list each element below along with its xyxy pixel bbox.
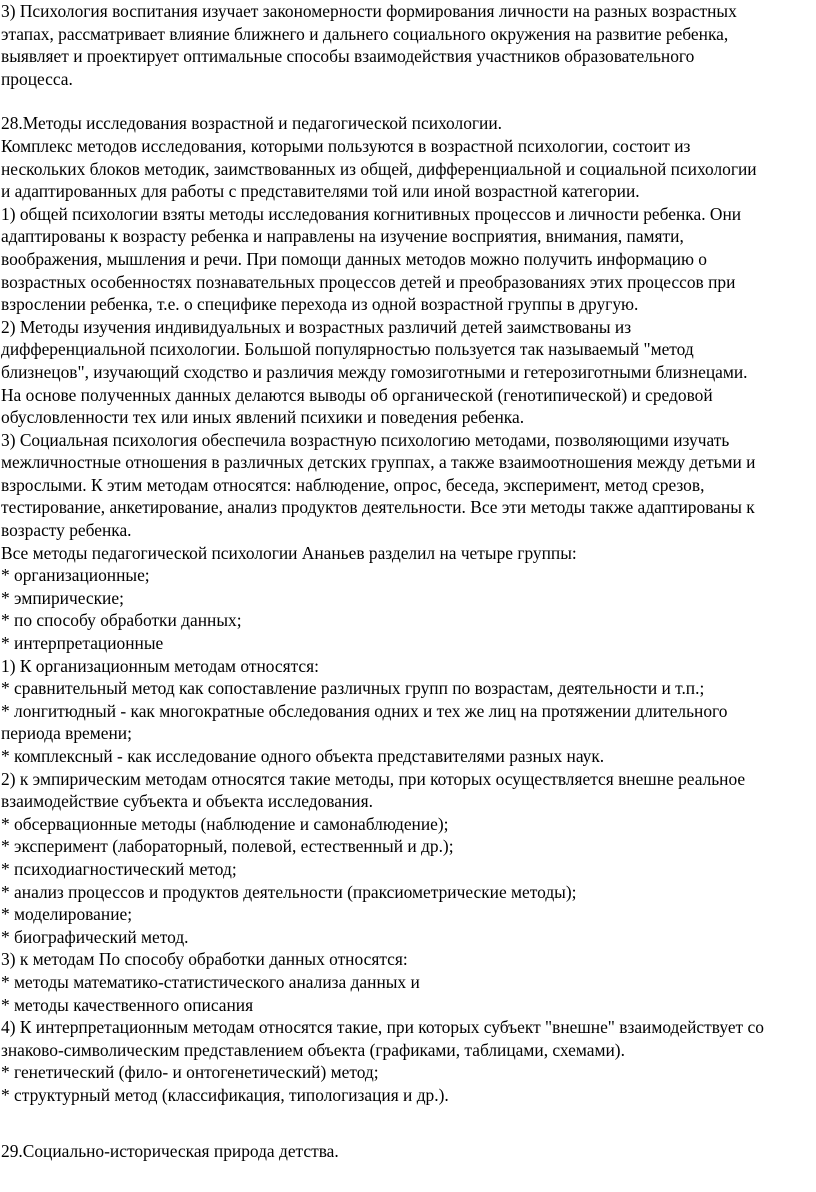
list-item: * комплексный - как исследование одного объекта представителями разных наук.: [1, 746, 605, 766]
text-line: 2) к эмпирическим методам относятся такие методы, при которых осуществляется внешне реальное: [1, 768, 746, 789]
text-line: 1) общей психологии взяты методы исследования когнитивных процессов и личности ребенка. Они: [1, 203, 742, 224]
text-line: нескольких блоков методик, заимствованных из общей, дифференциальной и социальной психологии: [1, 158, 757, 179]
text-line: дифференциальной психологии. Большой популярностью пользуется так называемый "метод: [1, 339, 694, 360]
text-line: воображения, мышления и речи. При помощи данных методов можно получить информацию о: [1, 248, 707, 269]
text-line: выявляет и проектирует оптимальные способы взаимодействия участников образовательного: [1, 46, 695, 67]
text-line: возрастных особенностях познавательных процессов детей и преобразованиях этих процессов при: [1, 271, 736, 292]
list-item: * обсервационные методы (наблюдение и самонаблюдение);: [1, 813, 449, 834]
section-29: [1, 1140, 813, 1163]
text-line: 2) Методы изучения индивидуальных и возрастных различий детей заимствованы из: [1, 316, 632, 337]
list-item: * эксперимент (лабораторный, полевой, естественный и др.);: [1, 836, 454, 857]
paragraph-spacer: [1, 1107, 813, 1140]
paragraph-spacer: [1, 90, 813, 112]
text-line: тестирование, анкетирование, анализ продуктов деятельности. Все эти методы также адаптированы к: [1, 497, 755, 518]
list-item: * организационные;: [1, 565, 150, 586]
text-line: и адаптированных для работы с представителями той или иной возрастной категории.: [1, 181, 640, 202]
list-item: * эмпирические;: [1, 587, 124, 608]
list-item: * биографический метод.: [1, 926, 189, 947]
intro-paragraph: [1, 0, 813, 90]
list-item: * моделирование;: [1, 904, 133, 925]
text-line: адаптированы к возрасту ребенка и направлены на изучение восприятия, внимания, памяти,: [1, 226, 684, 247]
text-line: взаимодействие субъекта и объекта исследования.: [1, 791, 373, 812]
text-line: процесса.: [1, 68, 73, 89]
text-line: 3) Социальная психология обеспечила возрастную психологию методами, позволяющими изучать: [1, 429, 730, 450]
text-line: 3) к методам По способу обработки данных относятся:: [1, 949, 408, 970]
text-line: взрослении ребенка, т.е. о специфике перехода из одной возрастной группы в другую.: [1, 294, 639, 315]
list-item: * структурный метод (классификация, типологизация и др.).: [1, 1084, 449, 1105]
text-line: 1) К организационным методам относятся:: [1, 655, 319, 676]
text-line: взрослыми. К этим методам относятся: наблюдение, опрос, беседа, эксперимент, метод срезов,: [1, 474, 705, 495]
text-line: периода времени;: [1, 723, 132, 744]
text-line: 3) Психология воспитания изучает закономерности формирования личности на разных возрастных: [1, 1, 737, 21]
text-line: этапах, рассматривает влияние ближнего и дальнего социального окружения на развитие ребенка,: [1, 23, 729, 44]
list-item: * анализ процессов и продуктов деятельности (праксиометрические методы);: [1, 881, 577, 902]
list-item: * по способу обработки данных;: [1, 610, 242, 631]
text-line: Комплекс методов исследования, которыми пользуются в возрастной психологии, состоит из: [1, 135, 691, 156]
text-line: возрасту ребенка.: [1, 520, 132, 541]
text-line: На основе полученных данных делаются выводы об органической (генотипической) и средовой: [1, 384, 713, 405]
text-line: Все методы педагогической психологии Ананьев разделил на четыре группы:: [1, 542, 577, 563]
text-line: знаково-символическим представлением объекта (графиками, таблицами, схемами).: [1, 1039, 625, 1060]
section-28-title: 28.Методы исследования возрастной и педагогической психологии.: [1, 113, 502, 134]
list-item: * методы качественного описания: [1, 994, 254, 1015]
list-item: * генетический (фило- и онтогенетический) метод;: [1, 1062, 379, 1083]
list-item: * методы математико-статистического анализа данных и: [1, 971, 420, 992]
list-item: * психодиагностический метод;: [1, 858, 237, 879]
section-28: [1, 112, 813, 1106]
text-line: межличностные отношения в различных детских группах, а также взаимоотношения между детьми и: [1, 452, 756, 473]
list-item: * сравнительный метод как сопоставление различных групп по возрастам, деятельности и т.п.;: [1, 678, 705, 699]
text-line: обусловленности тех или иных явлений психики и поведения ребенка.: [1, 407, 525, 428]
text-line: 4) К интерпретационным методам относятся такие, при которых субъект "внешне" взаимодействует со: [1, 1017, 764, 1038]
list-item: * лонгитюдный - как многократные обследования одних и тех же лиц на протяжении длительного: [1, 700, 728, 721]
text-line: близнецов", изучающий сходство и различия между гомозиготными и гетерозиготными близнецами.: [1, 361, 748, 382]
section-29-title: 29.Социально-историческая природа детства.: [1, 1140, 339, 1161]
list-item: * интерпретационные: [1, 633, 164, 654]
